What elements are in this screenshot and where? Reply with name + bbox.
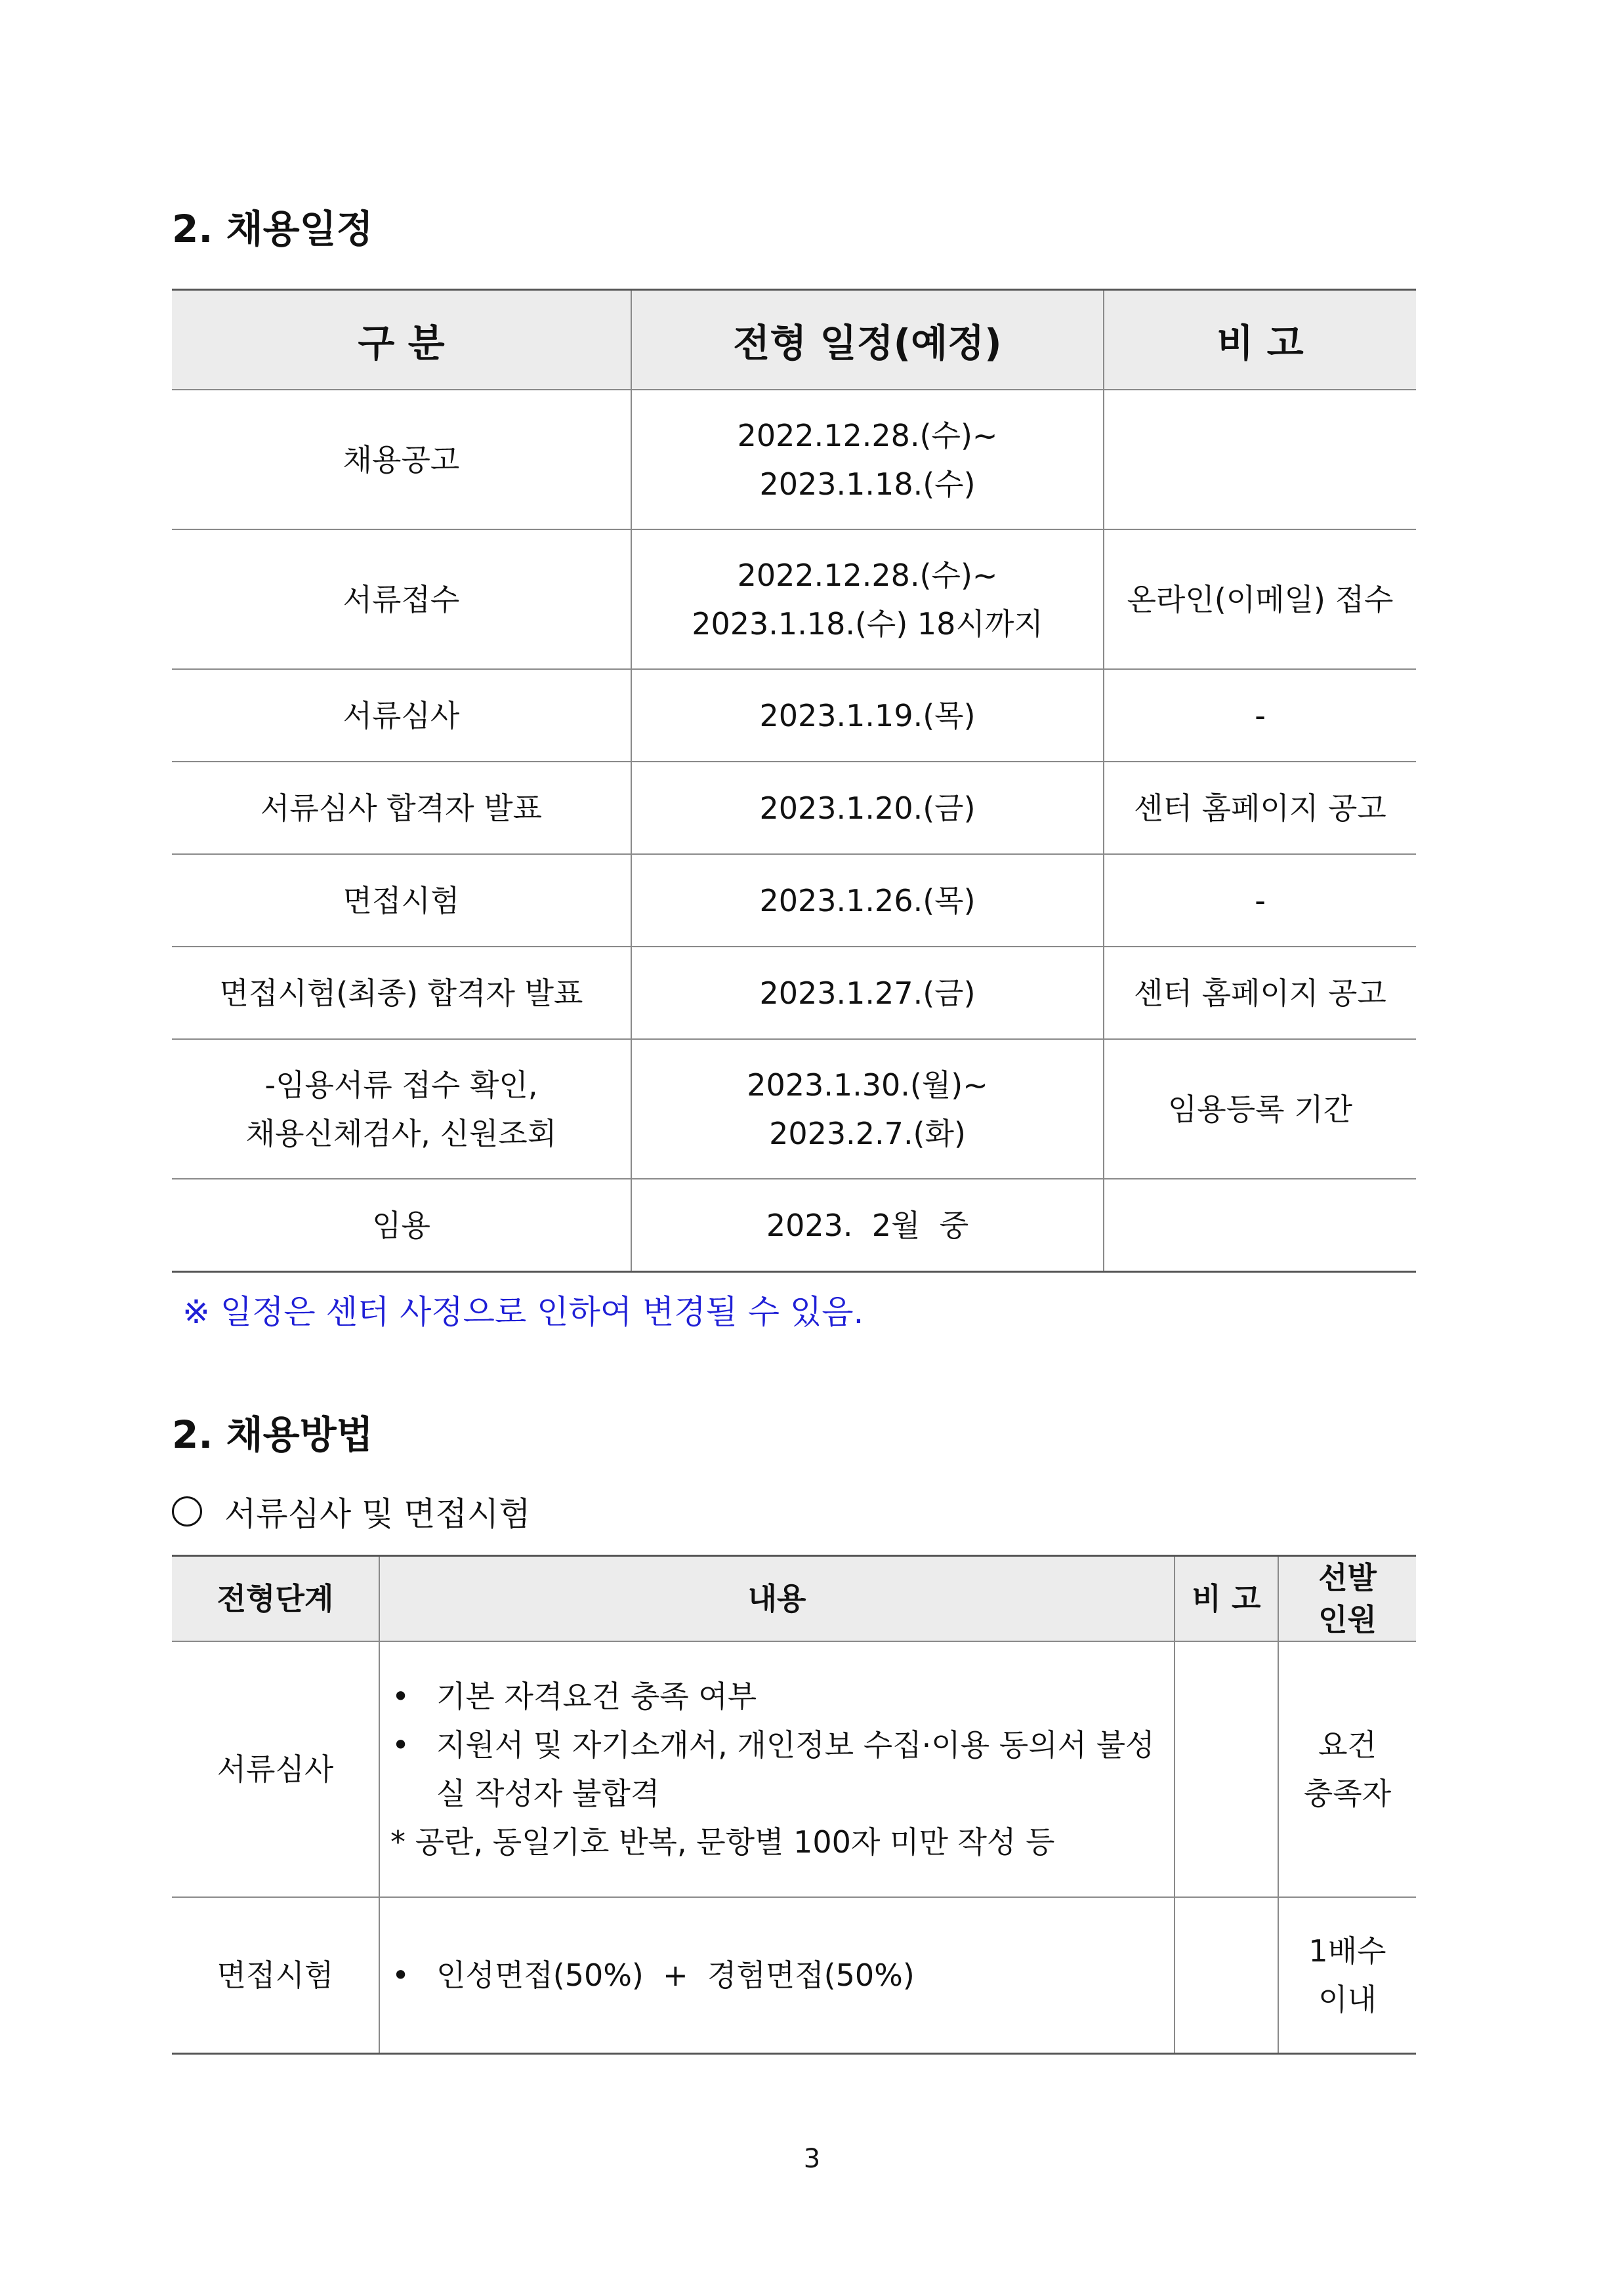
list-item: • 인성면접(50%) + 경험면접(50%): [390, 1951, 1163, 1999]
note-cell: [1175, 1897, 1278, 2053]
count-cell: 요건 충족자: [1278, 1641, 1416, 1897]
date-cell: 2023. 2월 중: [631, 1179, 1104, 1272]
table-row: [172, 1179, 1416, 1272]
content-footnote: * 공란, 동일기호 반복, 문항별 100자 미만 작성 등: [390, 1824, 1055, 1860]
header-remarks: 비 고: [1175, 1556, 1278, 1642]
note-cell: [1104, 1179, 1416, 1272]
table-row: [172, 390, 1416, 529]
note-cell: [1175, 1641, 1278, 1897]
stage-cell: 서류접수: [172, 529, 631, 669]
note-cell: -: [1104, 854, 1416, 947]
section-title-schedule: 2. 채용일정: [172, 207, 373, 251]
table-row: [172, 1641, 1416, 1897]
bullet-dot-icon: •: [392, 1679, 410, 1714]
header-content: 내용: [379, 1556, 1175, 1642]
table-header-row: [172, 1556, 1416, 1642]
list-item: • 지원서 및 자기소개서, 개인정보 수집·이용 동의서 불성실 작성자 불합격: [390, 1721, 1163, 1818]
method-subtitle: [172, 1488, 531, 1535]
bullet-dot-icon: •: [392, 1957, 410, 1993]
stage-cell: 채용공고: [172, 390, 631, 529]
stage-cell: -임용서류 접수 확인, 채용신체검사, 신원조회: [172, 1039, 631, 1179]
date-cell: 2022.12.28.(수)~ 2023.1.18.(수): [631, 390, 1104, 529]
note-cell: [1104, 390, 1416, 529]
note-cell: 온라인(이메일) 접수: [1104, 529, 1416, 669]
date-cell: 2023.1.26.(목): [631, 854, 1104, 947]
table-header-row: [172, 290, 1416, 390]
bullet-dot-icon: •: [392, 1727, 410, 1763]
header-remarks: 비 고: [1104, 290, 1416, 390]
page-number: 3: [803, 2144, 821, 2174]
note-cell: -: [1104, 669, 1416, 762]
stage-cell: 서류심사: [172, 1641, 379, 1897]
note-cell: 센터 홈페이지 공고: [1104, 947, 1416, 1039]
stage-cell: 면접시험: [172, 854, 631, 947]
note-cell: 센터 홈페이지 공고: [1104, 762, 1416, 854]
stage-cell: 임용: [172, 1179, 631, 1272]
header-count: 선발 인원: [1278, 1556, 1416, 1642]
circle-bullet-icon: [172, 1496, 202, 1527]
method-table: [172, 1555, 1416, 2055]
section-title-method: 2. 채용방법: [172, 1412, 373, 1457]
schedule-table: [172, 289, 1416, 1273]
table-row: [172, 762, 1416, 854]
table-row: [172, 1039, 1416, 1179]
stage-cell: 면접시험: [172, 1897, 379, 2053]
date-cell: 2023.1.30.(월)~ 2023.2.7.(화): [631, 1039, 1104, 1179]
table-row: [172, 947, 1416, 1039]
list-item: • 기본 자격요건 충족 여부: [390, 1672, 1163, 1721]
content-cell: [379, 1897, 1175, 2053]
note-cell: 임용등록 기간: [1104, 1039, 1416, 1179]
table-row: [172, 1897, 1416, 2053]
date-cell: 2023.1.20.(금): [631, 762, 1104, 854]
content-cell: [379, 1641, 1175, 1897]
stage-cell: 면접시험(최종) 합격자 발표: [172, 947, 631, 1039]
date-cell: 2023.1.27.(금): [631, 947, 1104, 1039]
date-cell: 2022.12.28.(수)~ 2023.1.18.(수) 18시까지: [631, 529, 1104, 669]
count-cell: 1배수 이내: [1278, 1897, 1416, 2053]
table-row: [172, 669, 1416, 762]
table-row: [172, 529, 1416, 669]
header-schedule: 전형 일정(예정): [631, 290, 1104, 390]
stage-cell: 서류심사: [172, 669, 631, 762]
method-subtitle-text: 서류심사 및 면접시험: [224, 1495, 531, 1533]
table-row: [172, 854, 1416, 947]
stage-cell: 서류심사 합격자 발표: [172, 762, 631, 854]
header-category: 구 분: [172, 290, 631, 390]
header-stage: 전형단계: [172, 1556, 379, 1642]
date-cell: 2023.1.19.(목): [631, 669, 1104, 762]
schedule-footnote: ※ 일정은 센터 사정으로 인하여 변경될 수 있음.: [182, 1293, 864, 1331]
